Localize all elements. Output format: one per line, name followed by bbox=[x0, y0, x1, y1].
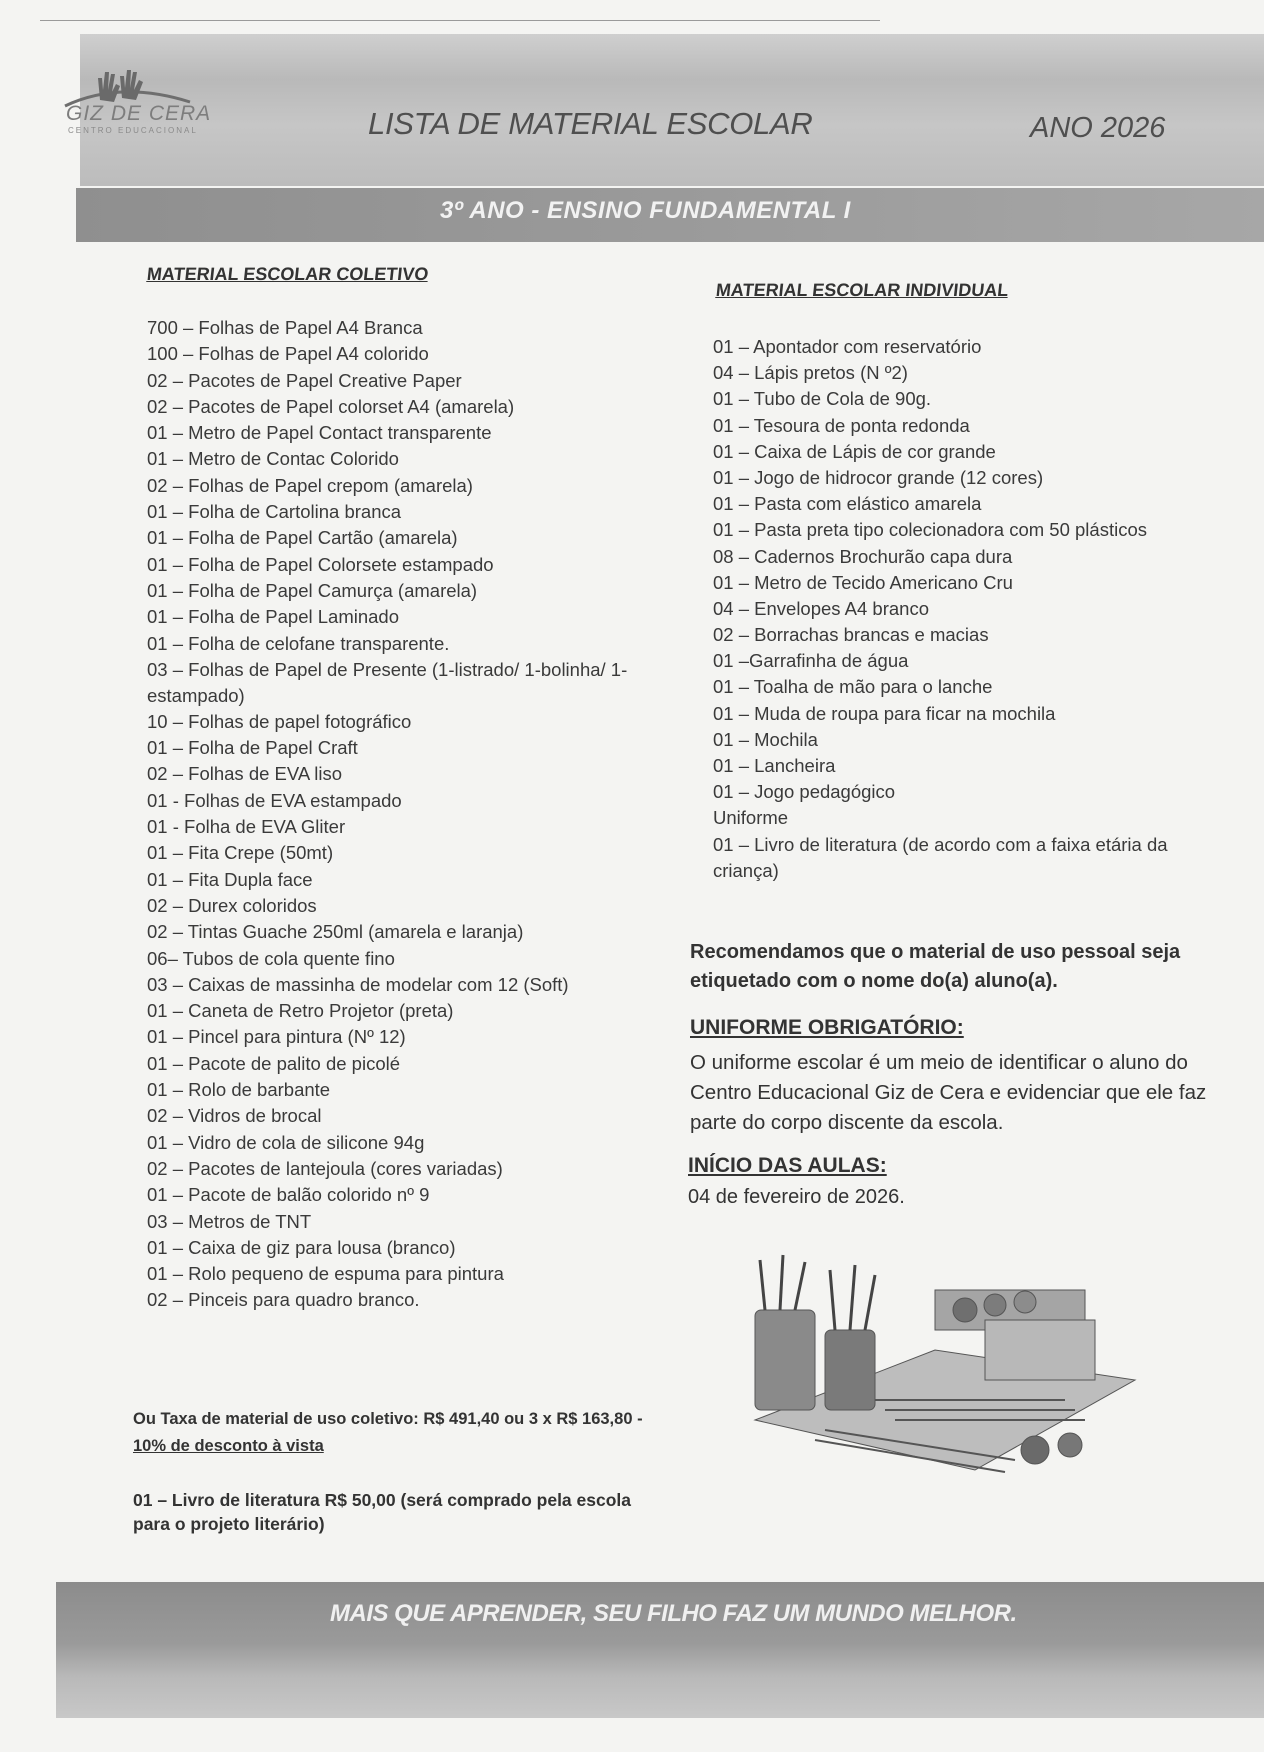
list-item: 01 – Folha de Cartolina branca bbox=[147, 501, 402, 523]
list-item: 01 – Caneta de Retro Projetor (preta) bbox=[147, 1000, 454, 1022]
list-item: 01 – Tesoura de ponta redonda bbox=[713, 414, 970, 436]
individual-list bbox=[713, 334, 1213, 881]
list-item: 01 – Jogo de hidrocor grande (12 cores) bbox=[713, 466, 1044, 488]
list-item: 01 - Folha de EVA Gliter bbox=[147, 816, 346, 838]
recommendation-text: Recomendamos que o material de uso pessoal seja etiquetado com o nome do(a) aluno(a). bbox=[690, 941, 1181, 992]
list-item: 01 – Rolo pequeno de espuma para pintura bbox=[147, 1263, 504, 1285]
list-item: 02 – Pacotes de lantejoula (cores variadas) bbox=[147, 1157, 503, 1179]
list-item: 01 – Tubo de Cola de 90g. bbox=[713, 388, 932, 410]
list-item: 01 – Livro de literatura (de acordo com a faixa etária da criança) bbox=[713, 833, 1168, 881]
list-item: 01 – Mochila bbox=[713, 728, 818, 750]
coletivo-list bbox=[147, 315, 687, 1314]
list-item: 01 – Folha de Papel Camurça (amarela) bbox=[147, 579, 478, 601]
list-item: 06– Tubos de cola quente fino bbox=[147, 947, 395, 969]
list-item: 04 – Envelopes A4 branco bbox=[713, 597, 929, 619]
list-item: 01 – Pasta com elástico amarela bbox=[713, 493, 982, 515]
list-item: 02 – Pacotes de Papel Creative Paper bbox=[147, 369, 462, 391]
uniforme-text: O uniforme escolar é um meio de identificar o aluno do Centro Educacional Giz de Cera e evidenciar que ele faz parte do corpo discente da escola. bbox=[690, 1051, 1207, 1134]
list-item: 02 – Pacotes de Papel colorset A4 (amarela) bbox=[147, 395, 515, 417]
list-item: 02 – Borrachas brancas e macias bbox=[713, 624, 989, 646]
list-item: 01 – Muda de roupa para ficar na mochila bbox=[713, 702, 1056, 724]
list-item: 02 – Tintas Guache 250ml (amarela e laranja) bbox=[147, 921, 524, 943]
logo-name: GIZ DE CERA bbox=[66, 102, 212, 125]
inicio-heading: INÍCIO DAS AULAS: bbox=[688, 1154, 887, 1177]
list-item: 01 –Garrafinha de água bbox=[713, 650, 909, 672]
footer-slogan: MAIS QUE APRENDER, SEU FILHO FAZ UM MUNDO MELHOR. bbox=[330, 1600, 1017, 1627]
list-item: 01 – Jogo pedagógico bbox=[713, 781, 896, 803]
list-item: 01 – Rolo de barbante bbox=[147, 1079, 331, 1101]
individual-heading: MATERIAL ESCOLAR INDIVIDUAL bbox=[715, 280, 1010, 300]
list-item: 01 – Fita Crepe (50mt) bbox=[147, 842, 334, 864]
document-title: LISTA DE MATERIAL ESCOLAR bbox=[368, 106, 813, 141]
school-supplies-image bbox=[735, 1250, 1145, 1490]
list-item: 01 – Folha de Papel Colorsete estampado bbox=[147, 553, 494, 575]
list-item: 02 – Pinceis para quadro branco. bbox=[147, 1289, 420, 1311]
list-item: 01 – Pacote de balão colorido nº 9 bbox=[147, 1184, 430, 1206]
list-item: 01 - Folhas de EVA estampado bbox=[147, 789, 402, 811]
list-item: 10 – Folhas de papel fotográfico bbox=[147, 710, 412, 732]
list-item: 01 – Pacote de palito de picolé bbox=[147, 1052, 401, 1074]
grade-title: 3º ANO - ENSINO FUNDAMENTAL I bbox=[440, 197, 851, 224]
list-item: 01 – Folha de Papel Craft bbox=[147, 737, 358, 759]
list-item: 01 – Fita Dupla face bbox=[147, 868, 313, 890]
list-item: 03 – Folhas de Papel de Presente (1-listrado/ 1-bolinha/ 1-estampado) bbox=[147, 658, 628, 706]
taxa-amount: Ou Taxa de material de uso coletivo: R$ 491,40 ou 3 x R$ 163,80 - bbox=[133, 1410, 643, 1428]
school-logo bbox=[60, 60, 210, 140]
list-item: 01 – Pasta preta tipo colecionadora com 50 plásticos bbox=[713, 519, 1147, 541]
list-item: 01 – Apontador com reservatório bbox=[713, 336, 982, 357]
uniforme-heading: UNIFORME OBRIGATÓRIO: bbox=[690, 1016, 964, 1039]
list-item: 04 – Lápis pretos (N º2) bbox=[713, 362, 908, 384]
list-item: 03 – Caixas de massinha de modelar com 12 (Soft) bbox=[147, 973, 569, 995]
list-item: 02 – Folhas de Papel crepom (amarela) bbox=[147, 474, 473, 496]
list-item: 02 – Durex coloridos bbox=[147, 894, 317, 916]
list-item: 01 – Caixa de giz para lousa (branco) bbox=[147, 1236, 456, 1258]
list-item: 100 – Folhas de Papel A4 colorido bbox=[147, 343, 429, 365]
list-item: 01 – Metro de Tecido Americano Cru bbox=[713, 571, 1013, 593]
list-item: 01 – Caixa de Lápis de cor grande bbox=[713, 440, 996, 462]
top-rule bbox=[40, 20, 880, 21]
list-item: 03 – Metros de TNT bbox=[147, 1210, 312, 1232]
list-item: 01 – Folha de Papel Laminado bbox=[147, 606, 399, 628]
list-item: 01 – Toalha de mão para o lanche bbox=[713, 676, 993, 698]
list-item: 01 – Folha de Papel Cartão (amarela) bbox=[147, 527, 458, 549]
logo-subtitle: CENTRO EDUCACIONAL bbox=[68, 126, 198, 135]
list-item: 700 – Folhas de Papel A4 Branca bbox=[147, 317, 423, 338]
livro-text: 01 – Livro de literatura R$ 50,00 (será comprado pela escola para o projeto literário) bbox=[133, 1490, 632, 1534]
inicio-date: 04 de fevereiro de 2026. bbox=[688, 1186, 905, 1208]
list-item: 01 – Pincel para pintura (Nº 12) bbox=[147, 1026, 406, 1048]
list-item: 01 – Metro de Contac Colorido bbox=[147, 448, 399, 470]
list-item: 01 – Folha de celofane transparente. bbox=[147, 632, 450, 654]
list-item: Uniforme bbox=[713, 807, 789, 829]
list-item: 08 – Cadernos Brochurão capa dura bbox=[713, 545, 1013, 567]
list-item: 01 – Metro de Papel Contact transparente bbox=[147, 422, 492, 444]
list-item: 02 – Folhas de EVA liso bbox=[147, 763, 343, 785]
taxa-text bbox=[133, 1406, 653, 1460]
list-item: 02 – Vidros de brocal bbox=[147, 1105, 322, 1127]
list-item: 01 – Lancheira bbox=[713, 755, 836, 776]
list-item: 01 – Vidro de cola de silicone 94g bbox=[147, 1131, 425, 1153]
year-label: ANO 2026 bbox=[1030, 112, 1166, 144]
coletivo-heading: MATERIAL ESCOLAR COLETIVO bbox=[146, 264, 430, 284]
taxa-discount: 10% de desconto à vista bbox=[133, 1437, 324, 1455]
